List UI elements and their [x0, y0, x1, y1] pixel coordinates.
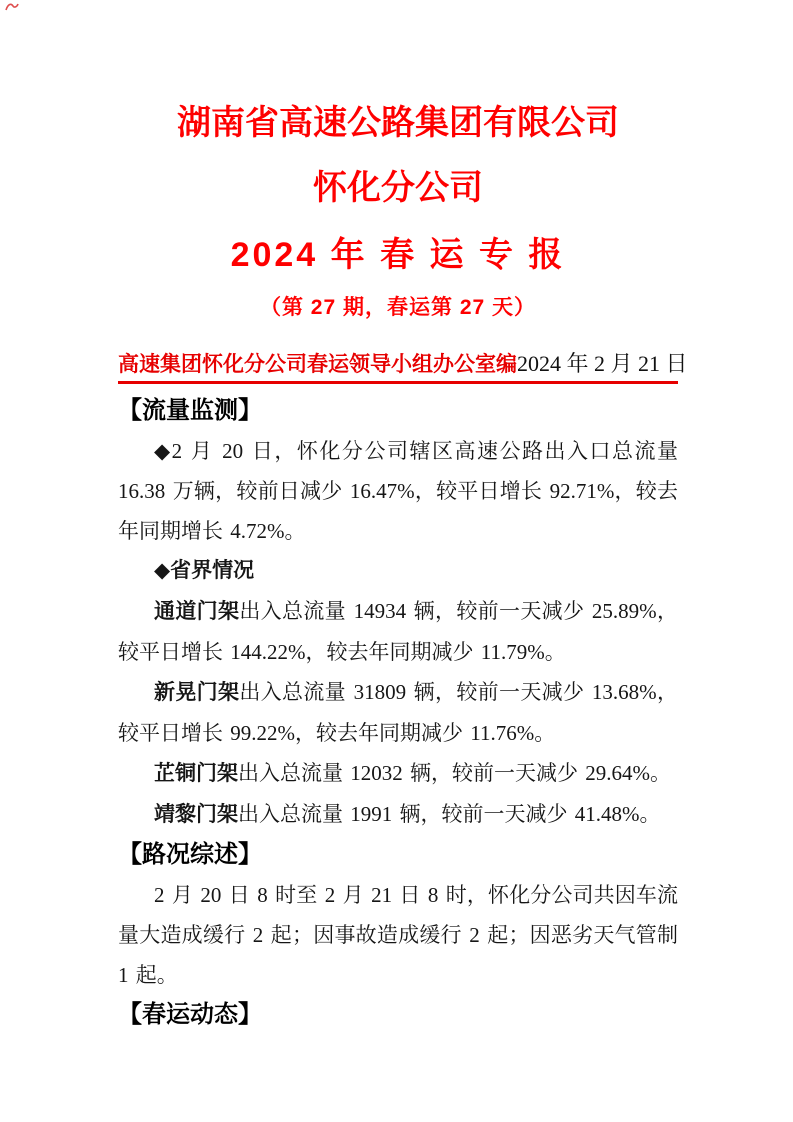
- org-title-line2: 怀化分公司: [313, 169, 483, 207]
- paragraph-gantry-xinhuang: [118, 672, 678, 753]
- document-header: [118, 106, 678, 318]
- gantry-name-zhitong: 芷铜门架: [154, 762, 238, 785]
- report-title: 2024 年 春 运 专 报: [230, 236, 566, 274]
- issue-subtitle: （第 27 期，春运第 27 天）: [259, 296, 537, 319]
- paragraph-gantry-zhitong: [118, 753, 678, 794]
- subheading-province-border: ◆省界情况: [154, 559, 255, 582]
- paragraph-gantry-jingli: [118, 794, 678, 835]
- report-body: [118, 391, 678, 1035]
- section-heading-traffic-monitoring: 【流量监测】: [118, 397, 262, 424]
- paragraph-total-flow: ◆2 月 20 日，怀化分公司辖区高速公路出入口总流量 16.38 万辆，较前日减少 16.47%，较平日增长 92.71%，较去年同期增长 4.72%。: [118, 439, 678, 543]
- section-heading-road-conditions: 【路况综述】: [118, 841, 262, 868]
- gantry-name-jingli: 靖黎门架: [154, 803, 238, 826]
- masthead-rule: [118, 351, 688, 384]
- org-title-line1: 湖南省高速公路集团有限公司: [177, 104, 619, 142]
- editor-credit: 高速集团怀化分公司春运领导小组办公室编: [118, 353, 517, 376]
- gantry-stats-tongdao: 出入总流量 14934 辆，较前一天减少 25.89%，较平日增长 144.22%，较去年同期减少 11.79%。: [118, 599, 679, 664]
- gantry-stats-jingli: 出入总流量 1991 辆，较前一天减少 41.48%。: [238, 802, 661, 826]
- gantry-name-xinhuang: 新晃门架: [154, 681, 240, 704]
- gantry-stats-zhitong: 出入总流量 12032 辆，较前一天减少 29.64%。: [238, 761, 671, 785]
- issue-date: 2024 年 2 月 21 日: [517, 351, 688, 376]
- paragraph-road-conditions: 2 月 20 日 8 时至 2 月 21 日 8 时，怀化分公司共因车流量大造成缓行 2 起；因事故造成缓行 2 起；因恶劣天气管制 1 起。: [118, 883, 678, 987]
- section-heading-spring-travel-news: 【春运动态】: [118, 1001, 262, 1028]
- corner-mark: [5, 2, 19, 12]
- paragraph-gantry-tongdao: [118, 591, 678, 672]
- gantry-stats-xinhuang: 出入总流量 31809 辆，较前一天减少 13.68%，较平日增长 99.22%，较去年同期减少 11.76%。: [118, 680, 679, 745]
- gantry-name-tongdao: 通道门架: [154, 600, 240, 623]
